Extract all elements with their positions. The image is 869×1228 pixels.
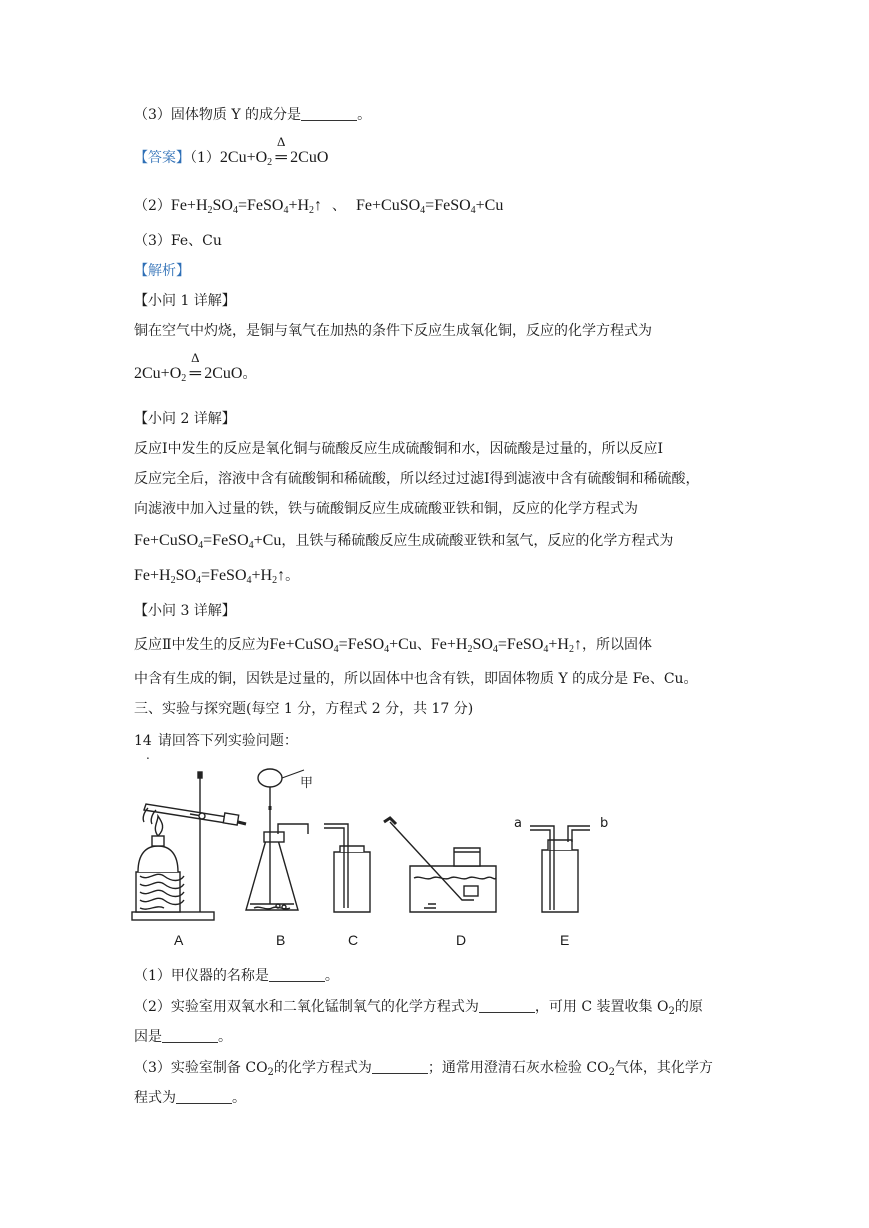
equation-lhs: 2Cu+O bbox=[219, 149, 268, 166]
sub-question-2-head: 【小问 2 详解】 bbox=[134, 411, 236, 427]
answer-line-1 bbox=[134, 134, 329, 168]
analysis-s2-line1: 反应Ⅰ中发生的反应是氧化铜与硫酸反应生成硫酸铜和水，因硫酸是过量的，所以反应Ⅰ bbox=[134, 441, 664, 457]
answer-part-2-label: （2） bbox=[134, 198, 171, 214]
heat-symbol: Δ bbox=[276, 134, 286, 149]
question-14-3-line2: 程式为 。 bbox=[134, 1090, 246, 1106]
figure-label-c: C bbox=[348, 932, 359, 948]
analysis-s2-line4: Fe+CuSO$_4$=FeSO$_4$+Cu，且铁与稀硫酸反应生成硫酸亚铁和氢气，反应的化学方程式为 bbox=[134, 532, 674, 551]
answer-part-2-eq1: $Fe+H_2SO_4=FeSO_4+H_2↑$ bbox=[170, 197, 323, 216]
answer-blank bbox=[372, 1060, 428, 1074]
answer-blank bbox=[176, 1090, 232, 1104]
answer-part-2-eq2: Fe+CuSO$_4$=FeSO$_4$+Cu bbox=[356, 197, 504, 216]
answer-line-3: （3）Fe、Cu bbox=[134, 233, 222, 249]
answer-line-2 bbox=[134, 196, 503, 216]
apparatus-a bbox=[132, 772, 246, 920]
answer-part-1-label: （1） bbox=[190, 150, 220, 166]
analysis-s3-line2: 中含有生成的铜，因铁是过量的，所以固体中也含有铁，即固体物质 Y 的成分是 Fe、Cu。 bbox=[134, 671, 698, 687]
answer-tag: 【答案】 bbox=[134, 150, 190, 166]
analysis-s2-line2: 反应完全后，溶液中含有硫酸铜和稀硫酸，所以经过过滤Ⅰ得到滤液中含有硫酸铜和稀硫酸， bbox=[134, 471, 700, 487]
label-a: a bbox=[514, 816, 522, 831]
figure-label-d: D bbox=[456, 932, 467, 948]
subscript: 2 bbox=[267, 157, 273, 168]
question-14-2-line2: 因是 。 bbox=[134, 1029, 232, 1045]
prev-question-3 bbox=[134, 105, 371, 125]
answer-part-1-equation bbox=[219, 134, 329, 168]
label-jia: 甲 bbox=[300, 776, 314, 791]
apparatus-figure bbox=[128, 766, 628, 956]
analysis-s3-line1: 反应Ⅱ中发生的反应为Fe+CuSO$_4$=FeSO$_4$+Cu、$Fe+H_2SO_4=FeSO_4+H_2↑$，所以固体 bbox=[134, 636, 652, 655]
label-b: b bbox=[600, 816, 609, 831]
apparatus-b bbox=[246, 769, 308, 910]
analysis-s2-line3: 向滤液中加入过量的铁，铁与硫酸铜反应生成硫酸亚铁和铜，反应的化学方程式为 bbox=[134, 501, 638, 517]
apparatus-drawing bbox=[128, 766, 628, 956]
question-14-stem bbox=[134, 731, 298, 751]
sub-question-3-head: 【小问 3 详解】 bbox=[134, 603, 236, 619]
figure-label-b: B bbox=[276, 932, 286, 948]
figure-label-a: A bbox=[174, 932, 184, 948]
prev-q3-text: （3）固体物质 Y 的成分是 bbox=[134, 107, 302, 123]
sub-question-1-head: 【小问 1 详解】 bbox=[134, 293, 236, 309]
answer-blank bbox=[301, 107, 357, 121]
separator: 、 bbox=[332, 198, 347, 214]
answer-blank bbox=[162, 1029, 218, 1043]
answer-blank bbox=[269, 968, 325, 982]
section-3-title: 三、实验与探究题(每空 1 分，方程式 2 分，共 17 分) bbox=[134, 701, 474, 717]
apparatus-e bbox=[530, 826, 590, 912]
question-14-2-line1: （2）实验室用双氧水和二氧化锰制氧气的化学方程式为 ，可用 C 装置收集 $O_2$的原 bbox=[134, 999, 703, 1017]
heating-equals: Δ ═ bbox=[272, 148, 290, 168]
question-number: 14 bbox=[134, 733, 152, 749]
figure-label-e: E bbox=[560, 932, 570, 948]
question-14-3-line1: （3）实验室制备 $CO_2$的化学方程式为 ；通常用澄清石灰水检验 $CO_2$气体，其化学方 bbox=[134, 1060, 713, 1078]
question-text: 请回答下列实验问题： bbox=[157, 733, 298, 749]
apparatus-c bbox=[324, 824, 370, 912]
analysis-tag: 【解析】 bbox=[134, 263, 190, 279]
analysis-s1-line1: 铜在空气中灼烧，是铜与氧气在加热的条件下反应生成氧化铜，反应的化学方程式为 bbox=[134, 323, 652, 339]
analysis-s1-equation-line: $2Cu+O_2$ Δ ═ 2CuO。 bbox=[134, 350, 257, 384]
analysis-s2-line5: $Fe+H_2SO_4=FeSO_4+H_2↑$。 bbox=[134, 567, 300, 586]
equation-rhs: 2CuO bbox=[290, 149, 329, 166]
heating-equals: Δ ═ bbox=[189, 350, 201, 382]
apparatus-d bbox=[384, 818, 496, 912]
prev-q3-end: 。 bbox=[357, 107, 372, 123]
answer-blank bbox=[479, 999, 535, 1013]
question-number-dot: . bbox=[146, 748, 150, 762]
question-14-1: （1）甲仪器的名称是 。 bbox=[134, 968, 339, 984]
